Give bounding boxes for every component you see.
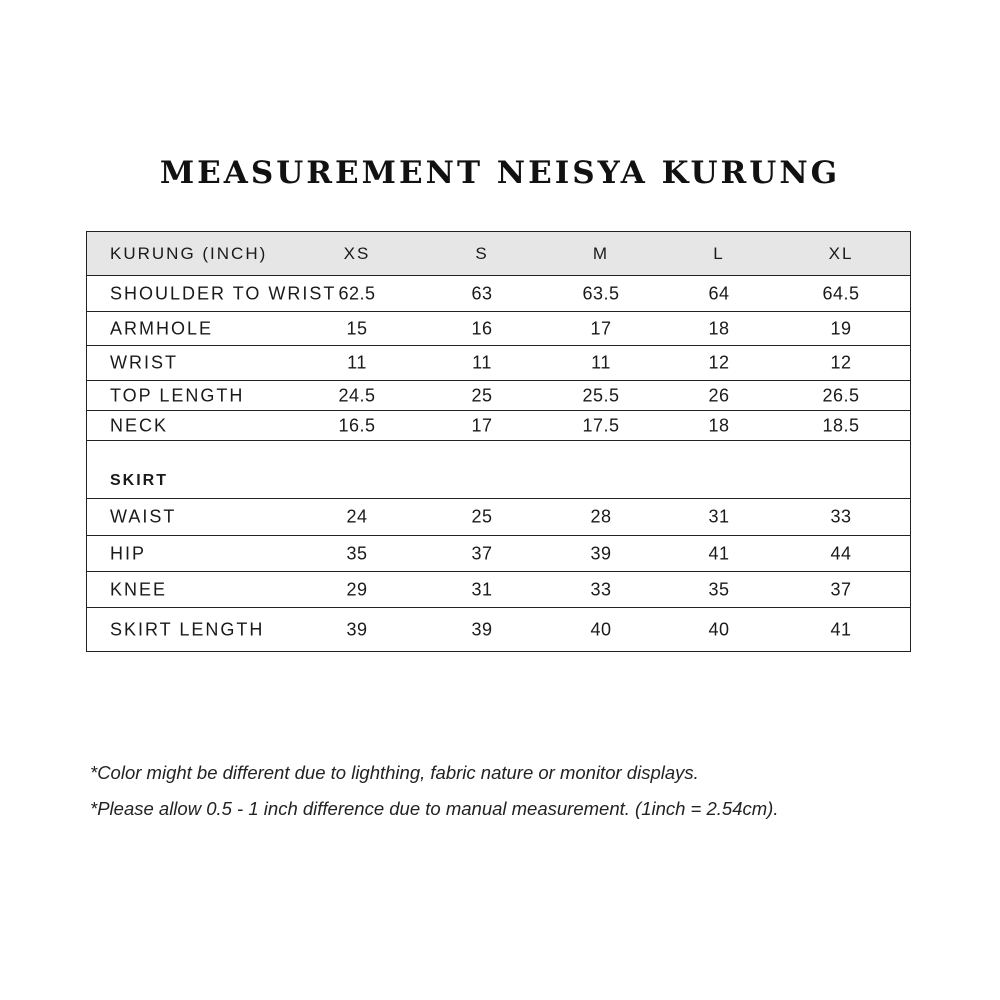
header-label: KURUNG (INCH)	[110, 243, 268, 263]
table-row: ARMHOLE 15 16 17 18 19	[87, 312, 910, 346]
row-label: SKIRT LENGTH	[110, 619, 265, 639]
footnote-color: *Color might be different due to lighthing, fabric nature or monitor displays.	[90, 762, 699, 783]
row-label: WRIST	[110, 352, 178, 373]
table-row: KNEE 29 31 33 35 37	[87, 572, 910, 608]
size-chart-table	[86, 231, 911, 652]
page-title: MEASUREMENT NEISYA KURUNG	[159, 155, 841, 191]
footnotes	[90, 762, 970, 834]
table-row: WAIST 24 25 28 31 33	[87, 499, 910, 536]
table-row: HIP 35 37 39 41 44	[87, 536, 910, 572]
section-row-skirt	[87, 441, 910, 499]
row-label: NECK	[110, 415, 169, 435]
table-row: TOP LENGTH 24.5 25 25.5 26 26.5	[87, 381, 910, 411]
table-row: SKIRT LENGTH 39 39 40 40 41	[110, 619, 852, 639]
table-row: NECK 16.5 17 17.5 18 18.5	[87, 411, 910, 441]
row-label: TOP LENGTH	[110, 385, 245, 405]
section-label: SKIRT	[110, 472, 168, 489]
row-label: ARMHOLE	[110, 318, 214, 338]
row-label: HIP	[110, 543, 147, 563]
row-label: KNEE	[110, 579, 168, 599]
table-row: WRIST 11 11 11 12 12	[87, 346, 910, 381]
row-label: WAIST	[110, 506, 177, 527]
row-label: SHOULDER TO WRIST	[110, 283, 337, 303]
footnote-measurement: *Please allow 0.5 - 1 inch difference due to manual measurement. (1inch = 2.54cm).	[90, 798, 779, 819]
table-row: SHOULDER TO WRIST 62.5 63 63.5 64 64.5	[87, 276, 910, 312]
table-header-row: KURUNG (INCH) XS S M L XL	[87, 232, 910, 276]
